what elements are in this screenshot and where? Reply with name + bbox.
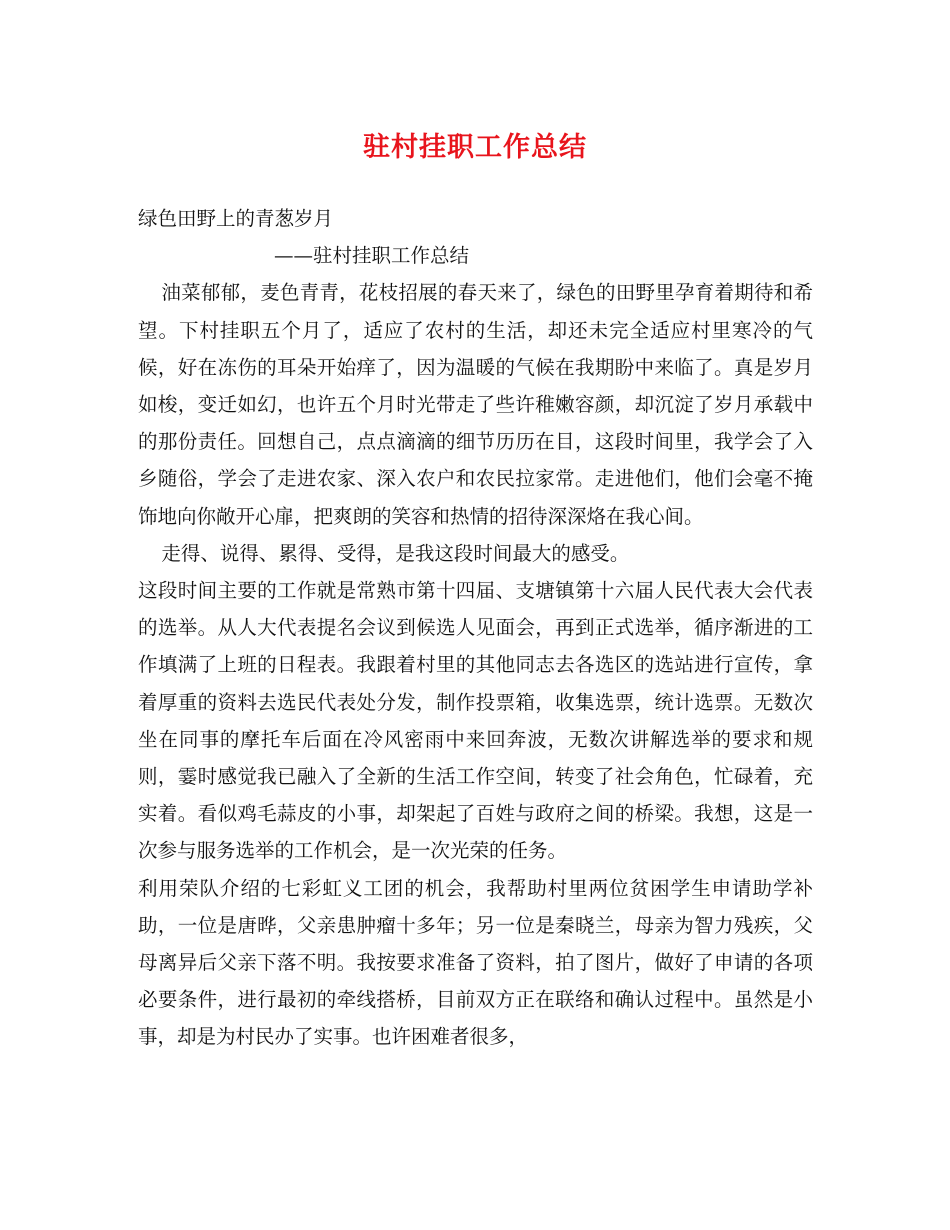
document-title: 驻村挂职工作总结 bbox=[363, 132, 587, 163]
paragraph-3: 这段时间主要的工作就是常熟市第十四届、支塘镇第十六届人民代表大会代表的选举。从人大代表提名会议到候选人见面会，再到正式选举，循序渐进的工作填满了上班的日程表。我跟着村里的其他同志去各选区的选站进行宣传，拿着厚重的资料去选民代表处分发，制作投票箱，收集选票，统计选票。无数次坐在同事的摩托车后面在冷风密雨中来回奔波，无数次讲解选举的要求和规则，霎时感觉我已融入了全新的生活工作空间，转变了社会角色，忙碌着，充实着。看似鸡毛蒜皮的小事，却架起了百姓与政府之间的桥梁。我想，这是一次参与服务选举的工作机会，是一次光荣的任务。 bbox=[138, 579, 813, 863]
document-body bbox=[138, 200, 813, 1056]
paragraph-2: 走得、说得、累得、受得，是我这段时间最大的感受。 bbox=[161, 541, 630, 565]
section-heading: 绿色田野上的青葱岁月 bbox=[138, 207, 334, 230]
paragraph-4: 利用荣队介绍的七彩虹义工团的机会，我帮助村里两位贫困学生申请助学补助，一位是唐晔，父亲患肿瘤十多年；另一位是秦晓兰，母亲为智力残疾，父母离异后父亲下落不明。我按要求准备了资料，拍了图片，做好了申请的各项必要条件，进行最初的牵线搭桥，目前双方正在联络和确认过程中。虽然是小事，却是为村民办了实事。也许困难者很多， bbox=[138, 876, 813, 1049]
section-subtitle: ——驻村挂职工作总结 bbox=[274, 244, 470, 268]
paragraph-1: 油菜郁郁，麦色青青，花枝招展的春天来了，绿色的田野里孕育着期待和希望。下村挂职五个月了，适应了农村的生活，却还未完全适应村里寒冷的气候，好在冻伤的耳朵开始痒了，因为温暖的气候在我期盼中来临了。真是岁月如梭，变迁如幻，也许五个月时光带走了些许稚嫩容颜，却沉淀了岁月承载中的那份责任。回想自己，点点滴滴的细节历历在目，这段时间里，我学会了入乡随俗，学会了走进农家、深入农户和农民拉家常。走进他们，他们会毫不掩饰地向你敞开心扉，把爽朗的笑容和热情的招待深深烙在我心间。 bbox=[138, 281, 813, 528]
